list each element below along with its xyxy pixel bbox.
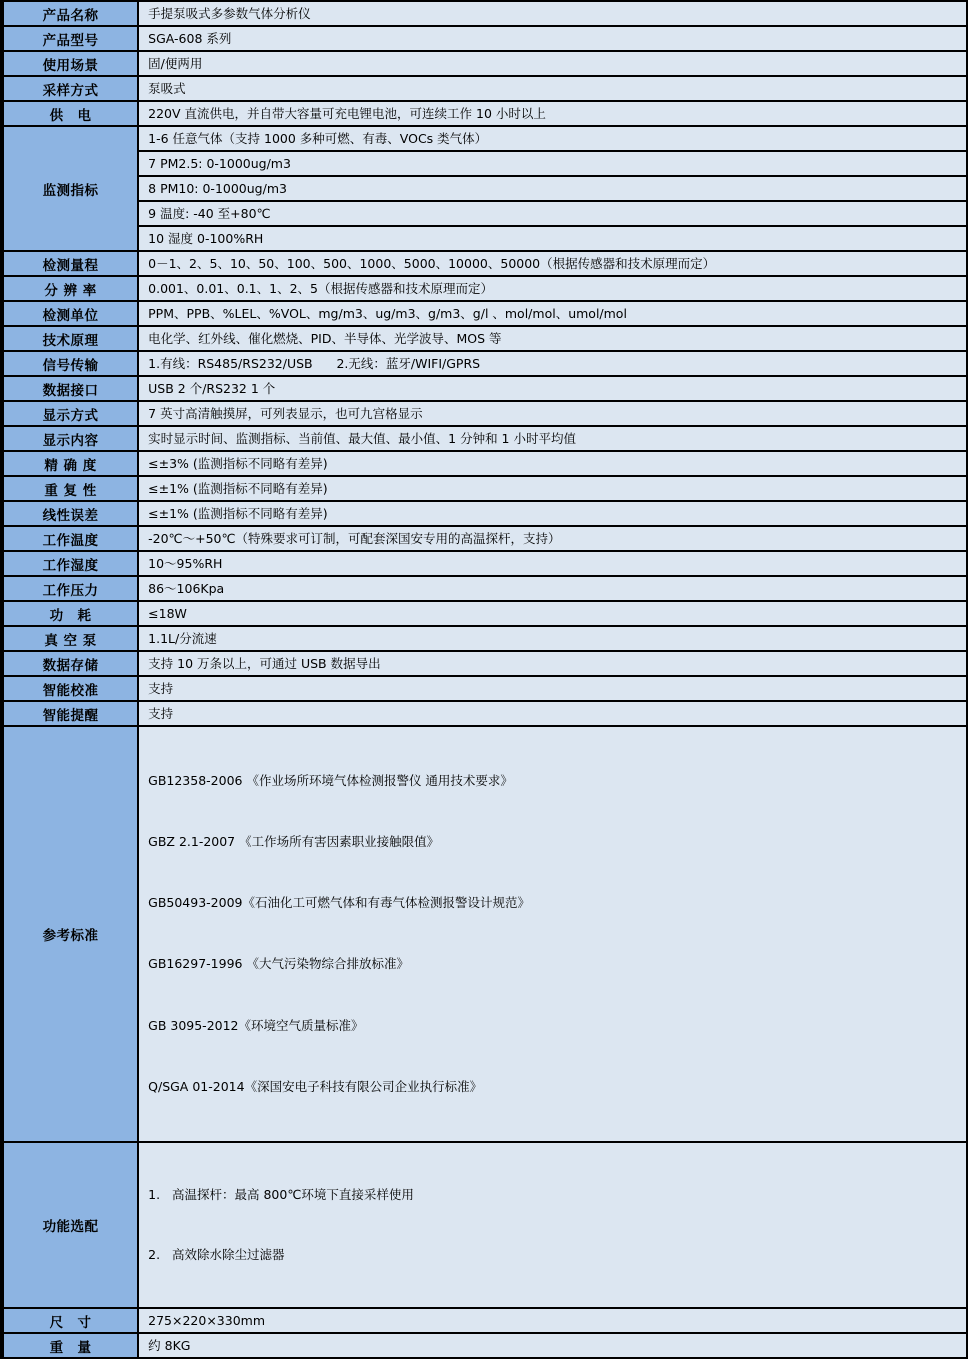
- row-repeatability: [2, 476, 967, 501]
- label-working-pressure: 工作压力: [2, 576, 138, 601]
- value-monitoring-indicator-2: 7 PM2.5: 0-1000ug/m3: [138, 151, 967, 176]
- value-display-mode: 7 英寸高清触摸屏，可列表显示，也可九宫格显示: [138, 401, 967, 426]
- row-usage-scenario: [2, 51, 967, 76]
- row-working-humidity: [2, 551, 967, 576]
- value-monitoring-indicator-4: 9 温度: -40 至+80℃: [138, 201, 967, 226]
- standard-line-5: GB 3095-2012《环境空气质量标准》: [148, 1017, 364, 1033]
- label-detection-unit: 检测单位: [2, 301, 138, 326]
- label-technical-principle: 技术原理: [2, 326, 138, 351]
- standard-line-3: GB50493-2009《石油化工可燃气体和有毒气体检测报警设计规范》: [148, 895, 530, 911]
- value-smart-reminder: 支持: [138, 701, 967, 726]
- label-power-consumption: 功 耗: [2, 601, 138, 626]
- row-monitoring-indicators-2: [2, 151, 967, 176]
- value-power-consumption: ≤18W: [138, 601, 967, 626]
- row-smart-reminder: [2, 701, 967, 726]
- row-dimensions: [2, 1308, 967, 1333]
- label-dimensions: 尺 寸: [2, 1308, 138, 1333]
- value-vacuum-pump: 1.1L/分流速: [138, 626, 967, 651]
- row-signal-transmission: [2, 351, 967, 376]
- value-technical-principle: 电化学、红外线、催化燃烧、PID、半导体、光学波导、MOS 等: [138, 326, 967, 351]
- value-product-name: 手提泵吸式多参数气体分析仪: [138, 1, 967, 26]
- label-smart-reminder: 智能提醒: [2, 701, 138, 726]
- label-signal-transmission: 信号传输: [2, 351, 138, 376]
- row-power-consumption: [2, 601, 967, 626]
- row-display-content: [2, 426, 967, 451]
- value-weight: 约 8KG: [138, 1333, 967, 1358]
- label-optional-features: 功能选配: [2, 1142, 138, 1308]
- row-detection-range: [2, 251, 967, 276]
- row-resolution: [2, 276, 967, 301]
- label-working-humidity: 工作湿度: [2, 551, 138, 576]
- row-weight: [2, 1333, 967, 1358]
- row-working-temperature: [2, 526, 967, 551]
- label-detection-range: 检测量程: [2, 251, 138, 276]
- value-detection-range: 0－1、2、5、10、50、100、500、1000、5000、10000、50000（根据传感器和技术原理而定）: [138, 251, 967, 276]
- value-accuracy: ≤±3% (监测指标不同略有差异): [138, 451, 967, 476]
- standard-line-2: GBZ 2.1-2007 《工作场所有害因素职业接触限值》: [148, 834, 440, 850]
- row-power-supply: [2, 101, 967, 126]
- value-signal-transmission: 1.有线：RS485/RS232/USB 2.无线：蓝牙/WIFI/GPRS: [138, 351, 967, 376]
- value-working-pressure: 86～106Kpa: [138, 576, 967, 601]
- option-line-2: 2. 高效除水除尘过滤器: [148, 1247, 285, 1263]
- standard-line-4: GB16297-1996 《大气污染物综合排放标准》: [148, 956, 409, 972]
- value-product-model: SGA-608 系列: [138, 26, 967, 51]
- row-monitoring-indicators-5: [2, 226, 967, 251]
- value-working-humidity: 10～95%RH: [138, 551, 967, 576]
- option-line-1: 1. 高温探杆：最高 800℃环境下直接采样使用: [148, 1187, 414, 1203]
- label-monitoring-indicators: 监测指标: [2, 126, 138, 251]
- value-monitoring-indicator-1: 1-6 任意气体（支持 1000 多种可燃、有毒、VOCs 类气体）: [138, 126, 967, 151]
- label-working-temperature: 工作温度: [2, 526, 138, 551]
- row-data-storage: [2, 651, 967, 676]
- label-reference-standards: 参考标准: [2, 726, 138, 1142]
- value-data-interface: USB 2 个/RS232 1 个: [138, 376, 967, 401]
- row-monitoring-indicators-4: [2, 201, 967, 226]
- label-usage-scenario: 使用场景: [2, 51, 138, 76]
- label-product-model: 产品型号: [2, 26, 138, 51]
- row-optional-features: [2, 1142, 967, 1308]
- value-dimensions: 275×220×330mm: [138, 1308, 967, 1333]
- label-linearity-error: 线性误差: [2, 501, 138, 526]
- label-repeatability: 重 复 性: [2, 476, 138, 501]
- value-monitoring-indicator-5: 10 湿度 0-100%RH: [138, 226, 967, 251]
- value-reference-standards: [138, 726, 967, 1142]
- label-data-interface: 数据接口: [2, 376, 138, 401]
- label-display-mode: 显示方式: [2, 401, 138, 426]
- label-accuracy: 精 确 度: [2, 451, 138, 476]
- row-monitoring-indicators-1: [2, 126, 967, 151]
- standard-line-1: GB12358-2006 《作业场所环境气体检测报警仪 通用技术要求》: [148, 772, 513, 788]
- row-reference-standards: [2, 726, 967, 1142]
- row-accuracy: [2, 451, 967, 476]
- value-linearity-error: ≤±1% (监测指标不同略有差异): [138, 501, 967, 526]
- label-display-content: 显示内容: [2, 426, 138, 451]
- row-smart-calibration: [2, 676, 967, 701]
- label-resolution: 分 辨 率: [2, 276, 138, 301]
- value-smart-calibration: 支持: [138, 676, 967, 701]
- label-vacuum-pump: 真 空 泵: [2, 626, 138, 651]
- row-display-mode: [2, 401, 967, 426]
- value-optional-features: [138, 1142, 967, 1308]
- label-smart-calibration: 智能校准: [2, 676, 138, 701]
- value-sampling-method: 泵吸式: [138, 76, 967, 101]
- value-data-storage: 支持 10 万条以上，可通过 USB 数据导出: [138, 651, 967, 676]
- value-usage-scenario: 固/便两用: [138, 51, 967, 76]
- value-repeatability: ≤±1% (监测指标不同略有差异): [138, 476, 967, 501]
- row-linearity-error: [2, 501, 967, 526]
- row-vacuum-pump: [2, 626, 967, 651]
- label-power-supply: 供 电: [2, 101, 138, 126]
- row-detection-unit: [2, 301, 967, 326]
- value-display-content: 实时显示时间、监测指标、当前值、最大值、最小值、1 分钟和 1 小时平均值: [138, 426, 967, 451]
- value-power-supply: 220V 直流供电，并自带大容量可充电锂电池，可连续工作 10 小时以上: [138, 101, 967, 126]
- label-weight: 重 量: [2, 1333, 138, 1358]
- row-technical-principle: [2, 326, 967, 351]
- row-working-pressure: [2, 576, 967, 601]
- label-data-storage: 数据存储: [2, 651, 138, 676]
- value-detection-unit: PPM、PPB、%LEL、%VOL、mg/m3、ug/m3、g/m3、g/l 、mol/mol、umol/mol: [138, 301, 967, 326]
- value-monitoring-indicator-3: 8 PM10: 0-1000ug/m3: [138, 176, 967, 201]
- value-resolution: 0.001、0.01、0.1、1、2、5（根据传感器和技术原理而定）: [138, 276, 967, 301]
- row-product-name: [2, 1, 967, 26]
- value-working-temperature: -20℃～+50℃（特殊要求可订制，可配套深国安专用的高温探杆，支持）: [138, 526, 967, 551]
- row-sampling-method: [2, 76, 967, 101]
- standard-line-6: Q/SGA 01-2014《深国安电子科技有限公司企业执行标准》: [148, 1078, 483, 1094]
- row-data-interface: [2, 376, 967, 401]
- label-sampling-method: 采样方式: [2, 76, 138, 101]
- row-product-model: [2, 26, 967, 51]
- row-monitoring-indicators-3: [2, 176, 967, 201]
- label-product-name: 产品名称: [2, 1, 138, 26]
